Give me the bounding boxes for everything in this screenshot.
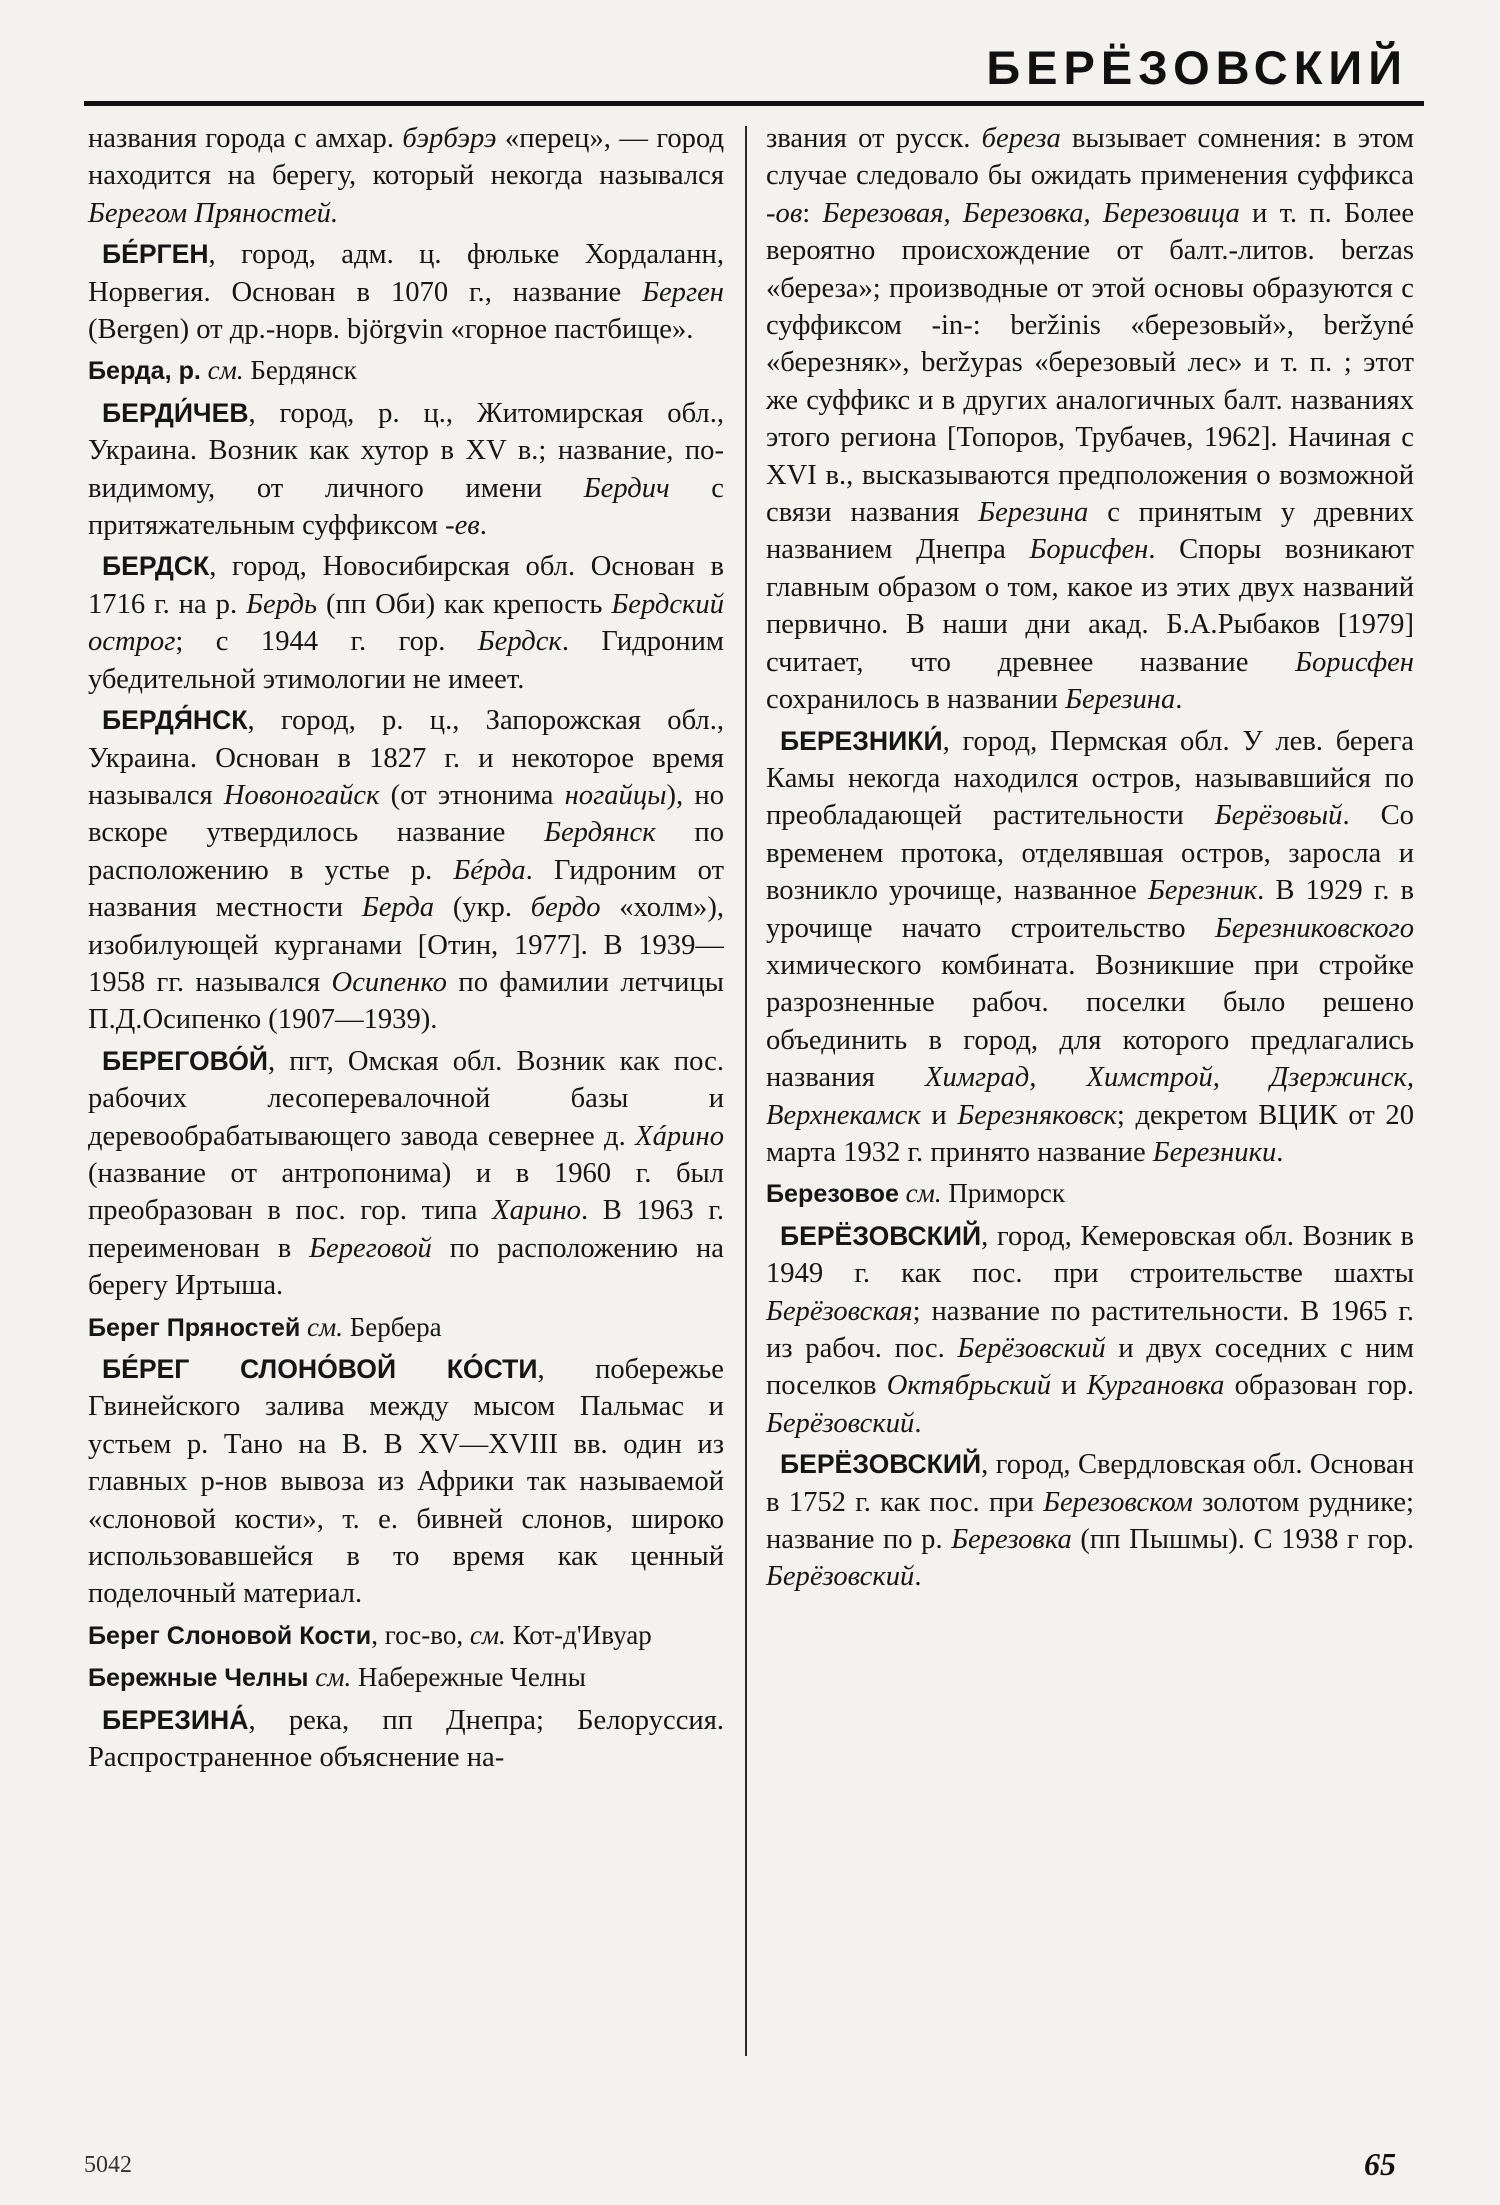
italic-text: Березник xyxy=(1147,875,1258,907)
entry-text: , город, р. ц., Житомирская обл., Украина. Возник как хутор в XV в.; название, по-видимому, от личного имени xyxy=(88,397,724,504)
entry-text: по фамилии летчицы П.Д.Осипенко (1907—1939). xyxy=(88,966,724,1036)
headword: БЕРДЯ́НСК xyxy=(102,705,248,736)
italic-text: Берген xyxy=(642,276,724,308)
italic-text: ногайцы xyxy=(564,779,667,811)
headword: БЕРЕЗНИКИ́ xyxy=(780,725,943,756)
italic-text: см. xyxy=(905,1178,942,1209)
italic-text: Березовском xyxy=(1043,1486,1193,1518)
entry-text: (Bergen) от др.-норв. björgvin «горное пастбище». xyxy=(88,314,694,346)
entry-text: Бербера xyxy=(343,1311,442,1342)
dictionary-entry xyxy=(88,120,724,232)
italic-text: Березина xyxy=(978,497,1089,529)
dictionary-entry xyxy=(88,1043,724,1305)
entry-text: (укр. xyxy=(434,892,531,924)
entry-text: с притяжательным суффиксом xyxy=(88,472,724,542)
entry-text: : xyxy=(802,197,823,229)
entry-text: Приморск xyxy=(941,1178,1066,1209)
entry-text: , река, пп Днепра; Белоруссия. Распространенное объяснение на- xyxy=(88,1704,724,1774)
italic-text: Березовка xyxy=(951,1524,1072,1556)
headword: БЕРДСК xyxy=(102,551,210,582)
dictionary-entry xyxy=(88,1659,724,1697)
dictionary-entry xyxy=(766,120,1414,719)
italic-text: Бердянск xyxy=(544,817,656,849)
entry-text: сохранилось в названии xyxy=(766,684,1066,716)
header-rule xyxy=(84,101,1424,106)
italic-text: Берегом Пряностей. xyxy=(88,197,339,229)
headword: Березовое xyxy=(766,1180,899,1209)
page-number: 65 xyxy=(1364,2146,1396,2182)
italic-text: Берёзовый xyxy=(1214,800,1343,832)
italic-text: Берёзовский xyxy=(766,1407,915,1439)
italic-text: Бердский острог xyxy=(88,588,725,658)
entry-text: (название от антропонима) и в 1960 г. был преобразован в пос. гор. типа xyxy=(88,1157,724,1227)
headword: Бережные Челны xyxy=(88,1664,309,1693)
headword: Берег Пряностей xyxy=(88,1313,301,1342)
dictionary-entry xyxy=(88,395,724,545)
italic-text: Березники xyxy=(1152,1136,1277,1168)
italic-text: Березняковск xyxy=(957,1099,1117,1131)
italic-text: Берёзовская xyxy=(766,1295,913,1327)
headword: БЕ́РГЕН xyxy=(102,239,209,270)
entry-text: «холм»), изобилующей курганами [Отин, 1977]. В 1939—1958 гг. назывался xyxy=(88,892,724,998)
italic-text: Березовая, Березовка, Березовица xyxy=(822,197,1240,229)
dictionary-entry xyxy=(88,1702,724,1777)
entry-text: , город, Новосибирская обл. Основан в 1716 г. на р. xyxy=(88,551,724,620)
italic-text: Берда xyxy=(361,892,435,924)
entry-text: золотом руднике; название по р. xyxy=(766,1486,1414,1556)
italic-text: см. xyxy=(315,1662,352,1693)
italic-text: см. xyxy=(469,1619,506,1650)
italic-text: Береговой xyxy=(309,1232,432,1264)
entry-text: звания от русск. xyxy=(766,123,982,154)
italic-text: Берёзовский xyxy=(957,1333,1106,1364)
entry-text: «перец», — город находится на берегу, который некогда назывался xyxy=(88,123,724,192)
entry-text: и т. п. Более вероятно происхождение от балт.-литов. berzas «береза»; производные от этой основы образуются с суффиксом -in-: beržinis «березовый», beržyné «березняк», beržypas «березовый лес» и т. п. ; этот же суффикс и в других аналогичных балт. названиях этого региона [Топоров, Трубачев, 1962]. Начиная с XVI в., высказываются предположения о возможной связи названия xyxy=(766,197,1415,529)
entry-text xyxy=(899,1178,906,1208)
italic-text: Борисфен xyxy=(1295,646,1414,678)
left-column xyxy=(88,120,724,1780)
entry-text: , город, адм. ц. фюльке Хордаланн, Норвегия. Основан в 1070 г., название xyxy=(88,239,724,308)
entry-text: . В 1963 г. переименован в xyxy=(88,1195,724,1264)
italic-text: Бердск xyxy=(477,626,562,658)
entry-text: , город, Кемеровская обл. Возник в 1949 г. как пос. при строительстве шахты xyxy=(766,1220,1414,1290)
entry-text: ), но вскоре утвердилось название xyxy=(88,779,724,849)
italic-text: Октябрьский xyxy=(886,1370,1052,1402)
italic-text: Харино xyxy=(492,1195,581,1227)
headword: БЕРЕЗИНА́ xyxy=(102,1704,249,1735)
entry-text: ; название по растительности. В 1965 г. из рабоч. пос. xyxy=(766,1295,1414,1364)
printer-code: 5042 xyxy=(84,2152,132,2178)
italic-text: бердо xyxy=(530,892,601,924)
entry-text: . Гидроним от названия местности xyxy=(88,854,725,924)
italic-text: см. xyxy=(307,1311,344,1342)
italic-text: Бéрда xyxy=(453,854,526,886)
italic-text: Новоногайск xyxy=(223,779,380,811)
right-column xyxy=(766,120,1414,1600)
dictionary-entry xyxy=(766,1446,1414,1596)
entry-text: . Со временем протока, отделявшая остров, заросла и возникло урочище, названное xyxy=(766,800,1414,907)
entry-text: и xyxy=(1051,1370,1087,1402)
entry-text: образован гор. xyxy=(1224,1370,1415,1402)
headword: Берег Слоновой Кости xyxy=(88,1621,372,1650)
entry-text: по расположению в устье р. xyxy=(88,817,724,886)
italic-text: Кургановка xyxy=(1086,1370,1225,1402)
entry-text xyxy=(201,355,208,385)
dictionary-entry xyxy=(88,702,724,1039)
headword: БÉРЕГ СЛОНО́ВОЙ КО́СТИ xyxy=(102,1354,538,1384)
italic-text: см. xyxy=(207,355,244,386)
entry-text: Набережные Челны xyxy=(351,1662,586,1693)
headword: БЕРЁЗОВСКИЙ xyxy=(780,1220,982,1251)
entry-text: Бердянск xyxy=(243,355,357,386)
italic-text: Березниковского xyxy=(1214,912,1414,944)
dictionary-entry xyxy=(88,236,724,348)
entry-text: , гос-во, xyxy=(371,1619,470,1650)
dictionary-entry xyxy=(88,1351,724,1613)
dictionary-entry xyxy=(766,723,1414,1172)
italic-text: -ов xyxy=(766,197,803,229)
entry-text: , город, Пермская обл. У лев. берега Камы некогда находился остров, называвшийся по преобладающей растительности xyxy=(766,725,1414,832)
italic-text: бэрбэрэ xyxy=(402,123,497,154)
entry-text: , пгт, Омская обл. Возник как пос. рабочих лесоперевалочной базы и деревообрабатывающего завода севернее д. xyxy=(88,1045,724,1152)
entry-text: . Споры возникают главным образом о том, какое из этих двух названий первично. В наши дни акад. Б.А.Рыбаков [1979] считает, что древнее название xyxy=(766,534,1414,678)
italic-text: Осипенко xyxy=(331,966,447,998)
dictionary-entry xyxy=(88,1617,724,1655)
entry-text: . xyxy=(1276,1136,1284,1168)
italic-text: -ев xyxy=(445,510,480,542)
entry-text: (пп Пышмы). С 1938 г гор. xyxy=(1071,1524,1415,1556)
italic-text: Березина xyxy=(1065,684,1176,716)
italic-text: Химград, Химстрой, Дзержинск, Верхнекамск xyxy=(766,1062,1414,1131)
entry-text: . xyxy=(479,510,487,542)
column-divider xyxy=(745,126,747,2056)
italic-text: Бердь xyxy=(246,588,318,620)
entry-text: по расположению на берегу Иртыша. xyxy=(88,1232,724,1302)
entry-text: . xyxy=(914,1407,922,1439)
entry-text: Кот-д'Ивуар xyxy=(505,1619,652,1650)
entry-text: (от этнонима xyxy=(379,779,565,811)
dictionary-entry xyxy=(766,1218,1414,1442)
entry-text: , город, Свердловская обл. Основан в 1752 г. как пос. при xyxy=(766,1449,1414,1518)
entry-text: и xyxy=(920,1099,958,1131)
dictionary-entry xyxy=(766,1175,1414,1213)
running-head: БЕРЁЗОВСКИЙ xyxy=(986,41,1408,94)
entry-text: , город, р. ц., Запорожская обл., Украина. Основан в 1827 г. и некоторое время назывался xyxy=(88,705,724,811)
entry-text: химического комбината. Возникшие при стройке разрозненные рабоч. поселки было решено объединить в город, для которого предлагались названия xyxy=(766,949,1414,1094)
dictionary-entry xyxy=(88,548,724,698)
entry-text: . xyxy=(1175,684,1183,716)
entry-text: ; декретом ВЦИК от 20 марта 1932 г. принято название xyxy=(766,1099,1415,1168)
italic-text: Берёзовский xyxy=(766,1561,915,1593)
entry-text: . В 1929 г. в урочище начато строительство xyxy=(766,875,1414,944)
headword: Берда, р. xyxy=(88,357,201,386)
entry-text: . xyxy=(914,1561,922,1593)
entry-text: вызывает сомнения: в этом случае следовало бы ожидать применения суффикса xyxy=(766,123,1414,192)
entry-text: названия города с амхар. xyxy=(88,123,403,154)
entry-text: (пп Оби) как крепость xyxy=(317,588,612,620)
headword: БЕРДИ́ЧЕВ xyxy=(102,397,249,428)
entry-text: , побережье Гвинейского залива между мысом Пальмас и устьем р. Тано на В. В XV—XVIII вв. один из главных р-нов вывоза из Африки так называемой «слоновой кости», т. е. бивней слонов, широко использовавшейся в то время как ценный поделочный материал. xyxy=(88,1354,724,1610)
italic-text: береза xyxy=(981,123,1061,154)
entry-text: и двух соседних с ним поселков xyxy=(766,1333,1414,1402)
italic-text: Бердич xyxy=(583,472,670,504)
italic-text: Хáрино xyxy=(635,1120,724,1152)
entry-text: ; с 1944 г. гор. xyxy=(175,626,478,658)
entry-text: . Гидроним убедительной этимологии не имеет. xyxy=(88,626,724,695)
italic-text: Борисфен xyxy=(1029,534,1149,566)
headword: БЕРЁЗОВСКИЙ xyxy=(780,1449,982,1480)
dictionary-entry xyxy=(88,352,724,390)
headword: БЕРЕГОВО́Й xyxy=(102,1045,268,1076)
dictionary-entry xyxy=(88,1309,724,1347)
entry-text: с принятым у древних названием Днепра xyxy=(766,497,1414,566)
